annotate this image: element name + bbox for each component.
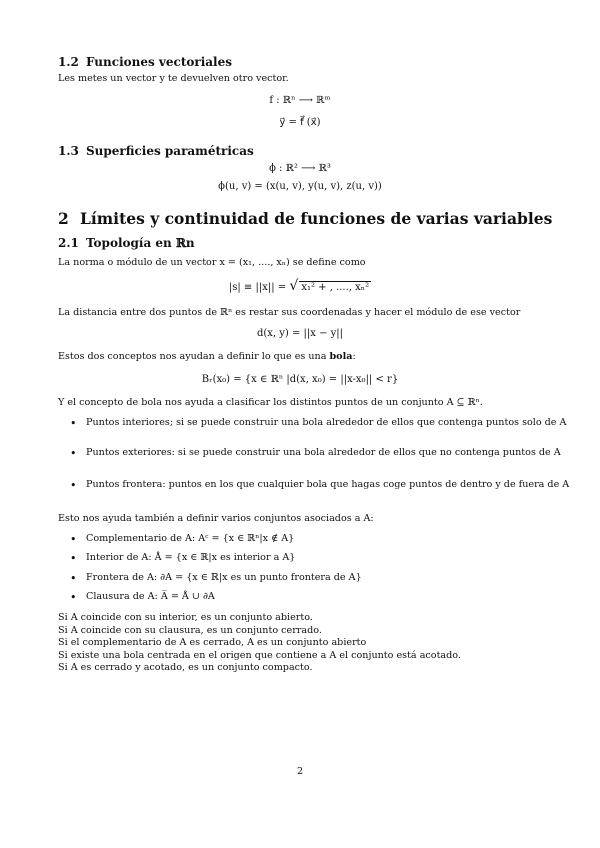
paragraph-conjuntos: Esto nos ayuda también a definir varios conjuntos asociados a A: [58,513,374,524]
equation-f-mapping: f : ℝⁿ ⟶ ℝᵐ [269,95,331,106]
paragraph-distancia: La distancia entre dos puntos de ℝⁿ es restar sus coordenadas y hacer el módulo de ese vector [58,307,521,318]
bullet-icon: • [70,591,77,604]
bola-post: : [352,351,356,362]
bullet-icon: • [70,572,77,585]
heading-title: Superficies paramétricas [86,144,254,158]
bullet-icon: • [70,417,77,430]
equation-phi-uv: ϕ(u, v) = (x(u, v), y(u, v), z(u, v)) [218,181,382,192]
bullet-icon: • [70,447,77,460]
equation-bola: Bᵣ(x₀) = {x ∈ ℝⁿ |d(x, x₀) = ||x-x₀|| < r} [201,374,399,385]
list-item-puntos-exteriores: • Puntos exteriores: si se puede construir una bola alrededor de ellos que no contenga puntos de A [70,447,561,460]
bullet-icon: • [70,533,77,546]
norma-radicand: x₁² + , ...., xₙ² [301,282,370,293]
list-item-puntos-interiores: • Puntos interiores; si se puede construir una bola alrededor de ellos que contenga puntos solo de A [70,417,567,430]
list-item-puntos-frontera: • Puntos frontera: puntos en los que cualquier bola que hagas coge puntos de dentro y de fuera de A [70,479,570,492]
final-line: Si A coincide con su clausura, es un conjunto cerrado. [58,624,322,636]
equation-y-equals-f: y⃗ = f⃗ (x⃗) [279,117,321,128]
bola-pre: Estos dos conceptos nos ayudan a definir lo que es una [58,351,330,362]
paragraph-norma: La norma o módulo de un vector x = (x₁, ...., xₙ) se define como [58,257,366,268]
list-item-frontera: • Frontera de A: ∂A = {x ∈ ℝ|x es un punto frontera de A} [70,572,362,585]
paragraph-bola [58,351,356,363]
bola-bold: bola [329,351,353,362]
list-item-clausura: • Clausura de A: A̅ = Å ∪ ∂A [70,591,215,604]
heading-number: 1.2 [58,55,79,69]
heading-1-3 [58,144,254,158]
list-item-interior: • Interior de A: Å = {x ∈ ℝ|x es interior a A} [70,552,296,565]
bullet-icon: • [70,552,77,565]
equation-distancia: d(x, y) = ||x − y|| [256,328,344,339]
final-line: Si A coincide con su interior, es un conjunto abierto. [58,612,313,623]
heading-number: 1.3 [58,144,79,158]
bullet-icon: • [70,479,77,492]
final-line: Si existe una bola centrada en el origen que contiene a A el conjunto está acotado. [58,649,461,661]
norma-left: |s| ≡ ||x|| = [228,282,290,293]
paragraph-vectoriales: Les metes un vector y te devuelven otro vector. [58,73,289,84]
heading-number: 2.1 [58,236,79,250]
heading-2-1 [58,236,195,250]
equation-phi-mapping: ϕ : ℝ² ⟶ ℝ³ [269,163,331,174]
final-line: Si el complementario de A es cerrado, A es un conjunto abierto [58,637,367,649]
heading-title: Funciones vectoriales [86,55,232,69]
sqrt-symbol: √ x₁² + , ...., xₙ² [289,278,370,294]
heading-1-2 [58,55,232,69]
equation-norma [0,278,600,294]
heading-number: 2 [58,209,69,228]
final-statements [58,612,461,675]
page-number: 2 [296,766,304,777]
final-line: Si A es cerrado y acotado, es un conjunto compacto. [58,662,313,674]
heading-title: Topología en ℝn [86,236,195,250]
heading-2 [58,209,552,228]
list-item-complementario: • Complementario de A: Aᶜ = {x ∈ ℝⁿ|x ∉ A} [70,533,295,546]
heading-title: Límites y continuidad de funciones de varias variables [80,209,553,228]
paragraph-clasificar: Y el concepto de bola nos ayuda a clasificar los distintos puntos de un conjunto A ⊆ ℝⁿ. [58,397,483,408]
